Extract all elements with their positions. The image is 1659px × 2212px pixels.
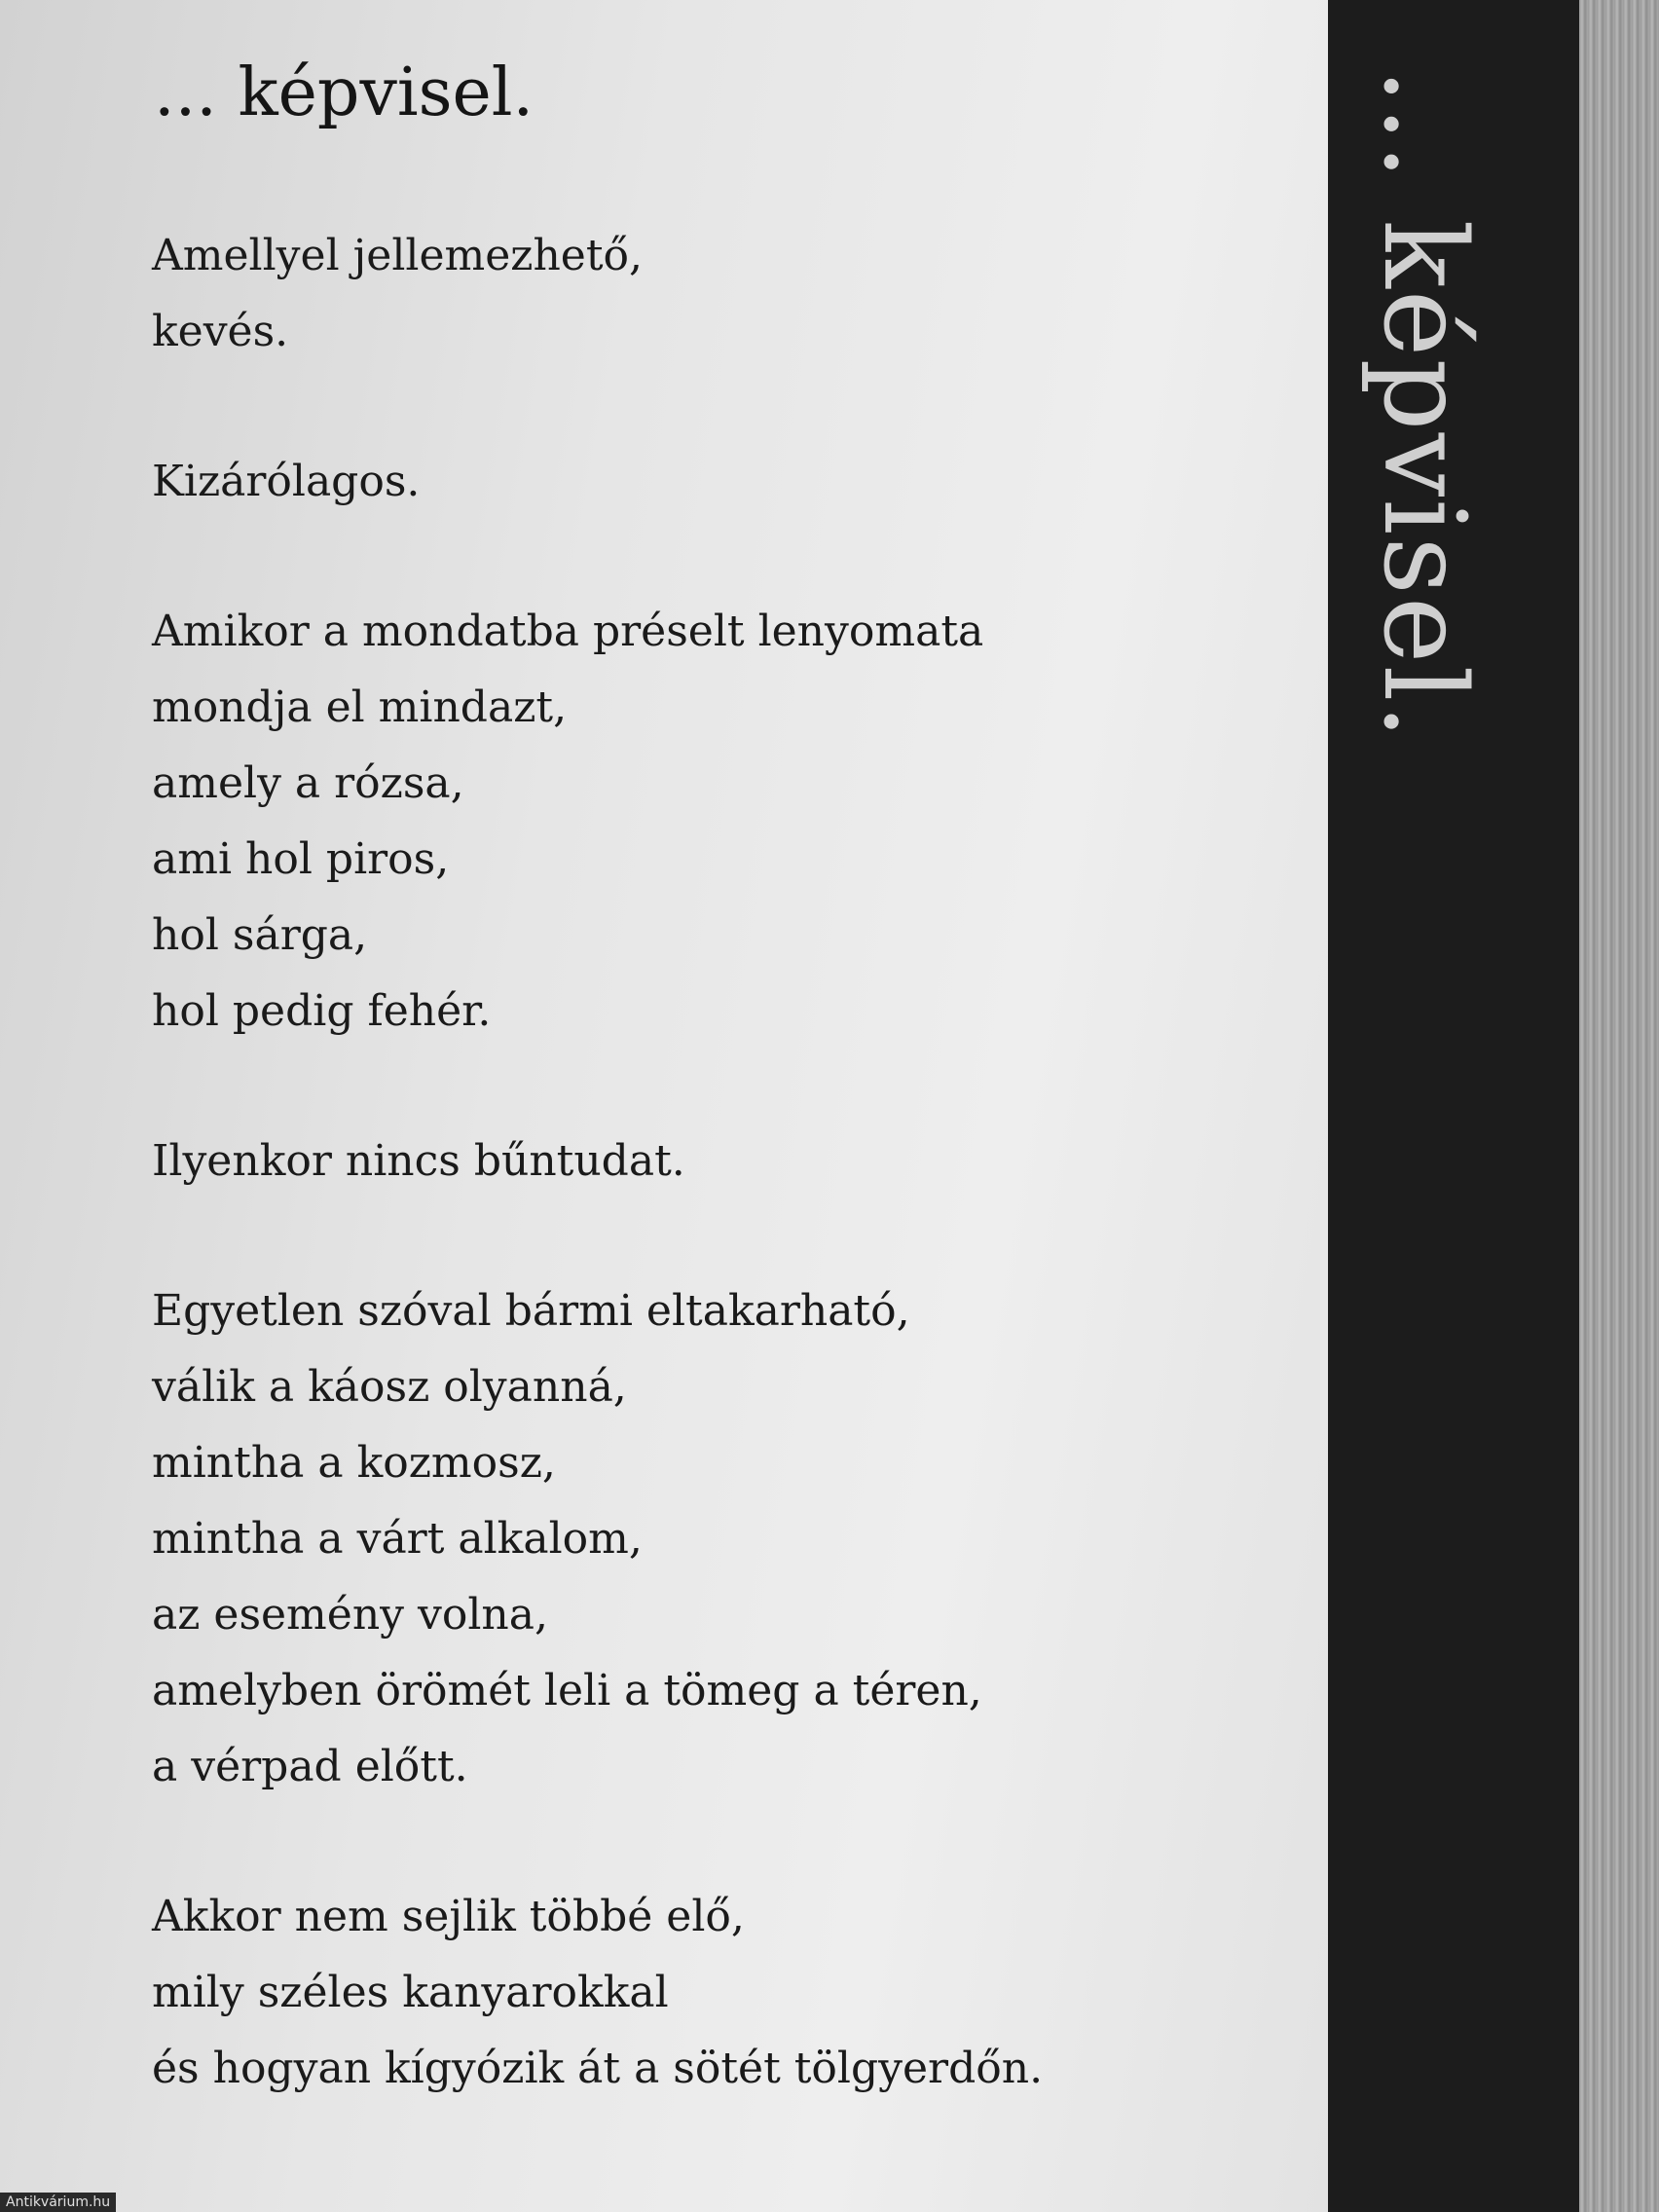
poem-line: az esemény volna,: [152, 1590, 548, 1640]
poem-line: Kizárólagos.: [152, 457, 421, 506]
poem-line: ami hol piros,: [152, 834, 450, 884]
poem-line: amely a rózsa,: [152, 758, 464, 808]
poem-line: hol pedig fehér.: [152, 986, 492, 1036]
poem-line: hol sárga,: [152, 910, 368, 960]
poem-line: amelyben örömét leli a tömeg a téren,: [152, 1666, 982, 1715]
poem-stanza: [152, 218, 1043, 370]
poem-stanza: [152, 1273, 1043, 1805]
poem-line: Akkor nem sejlik többé elő,: [152, 1892, 745, 1941]
poem-line: mintha a várt alkalom,: [152, 1514, 643, 1564]
poem-line: Ilyenkor nincs bűntudat.: [152, 1136, 685, 1186]
poem-line: Amikor a mondatba préselt lenyomata: [152, 607, 984, 656]
poem-stanza: [152, 1124, 1043, 1199]
poem-title: ... képvisel.: [154, 55, 535, 131]
source-watermark: Antikvárium.hu: [0, 2193, 116, 2212]
poem-line: a vérpad előtt.: [152, 1742, 468, 1791]
poem-line: mintha a kozmosz,: [152, 1438, 556, 1488]
poem-line: válik a káosz olyanná,: [152, 1362, 627, 1412]
poem-body: [152, 218, 1043, 2181]
poem-line: kevés.: [152, 307, 289, 356]
page-edge: [1579, 0, 1659, 2212]
poem-stanza: [152, 594, 1043, 1050]
poem-line: és hogyan kígyózik át a sötét tölgyerdőn.: [152, 2044, 1044, 2093]
poem-line: mily széles kanyarokkal: [152, 1968, 669, 2017]
poem-stanza: [152, 444, 1043, 520]
poem-line: Amellyel jellemezhető,: [152, 231, 643, 280]
poem-line: Egyetlen szóval bármi eltakarható,: [152, 1286, 910, 1336]
vertical-section-title: ... képvisel.: [1358, 68, 1490, 742]
poem-stanza: [152, 1879, 1043, 2107]
poem-line: mondja el mindazt,: [152, 682, 568, 732]
